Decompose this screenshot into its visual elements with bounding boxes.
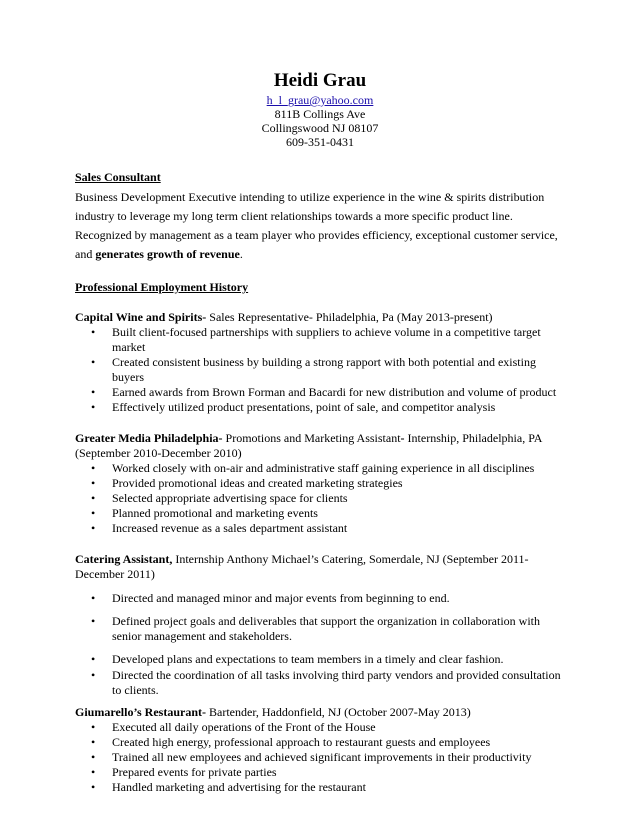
address-line-2: Collingswood NJ 08107 (261, 121, 379, 135)
list-item: • Trained all new employees and achieved significant improvements in their productivity (112, 750, 565, 765)
job-entry-2 (75, 431, 565, 536)
list-item: • Prepared events for private parties (112, 765, 565, 780)
job-entry-1 (75, 310, 565, 415)
job-company-1: Capital Wine and Spirits- (75, 310, 207, 324)
summary-text-end: . (239, 247, 243, 261)
list-item: • Earned awards from Brown Forman and Bacardi for new distribution and volume of product (112, 385, 565, 400)
job-details-2a: Promotions and Marketing Assistant (222, 431, 401, 445)
list-item: • Planned promotional and marketing events (112, 506, 565, 521)
resume-header (75, 70, 565, 149)
job-details-2b: Internship, Philadelphia, PA (September 2010-December 2010) (75, 431, 542, 460)
job-title-4 (75, 705, 565, 720)
job-title-3 (75, 552, 565, 582)
list-item: • Effectively utilized product presentations, point of sale, and competitor analysis (112, 400, 565, 415)
list-item: • Created consistent business by building a strong rapport with both potential and existing buyers (112, 355, 565, 385)
summary-text: Business Development Executive intending to utilize experience in the wine & spirits distribution industry to leverage my long term client relationships towards a more specific product line. Recognized by management as a team player who provides efficiency, exceptional customer service, and (75, 190, 558, 261)
job-bullets-3 (75, 591, 565, 698)
job-entry-4 (75, 705, 565, 795)
list-item: • Handled marketing and advertising for the restaurant (112, 780, 565, 795)
list-item: • Worked closely with on-air and administrative staff gaining experience in all disciplines (112, 461, 565, 476)
job-title-1 (75, 310, 565, 325)
job-bullets-4 (75, 720, 565, 795)
list-item: • Created high energy, professional approach to restaurant guests and employees (112, 735, 565, 750)
phone-number: 609-351-0431 (286, 135, 354, 149)
job-bullets-1 (75, 325, 565, 415)
list-item: • Developed plans and expectations to team members in a timely and clear fashion. (112, 652, 565, 667)
job-entry-3 (75, 552, 565, 698)
list-item: • Increased revenue as a sales department assistant (112, 521, 565, 536)
summary-paragraph (75, 188, 565, 264)
job-company-2: Greater Media Philadelphia- (75, 431, 223, 445)
job-company-4: Giumarello’s Restaurant- (75, 705, 206, 719)
job-dash-2: - (400, 431, 405, 445)
job-company-3: Catering Assistant, (75, 552, 173, 566)
job-title-2 (75, 431, 565, 461)
job-bullets-2 (75, 461, 565, 536)
address-line-1: 811B Collings Ave (274, 107, 366, 121)
candidate-name: Heidi Grau (273, 70, 367, 91)
job-details-4: Bartender, Haddonfield, NJ (October 2007-May 2013) (206, 705, 471, 719)
summary-bold-text: generates growth of revenue (95, 247, 240, 261)
list-item: • Executed all daily operations of the Front of the House (112, 720, 565, 735)
email-link[interactable]: h_l_grau@yahoo.com (266, 93, 374, 107)
list-item: • Directed and managed minor and major events from beginning to end. (112, 591, 565, 606)
list-item: • Built client-focused partnerships with suppliers to achieve volume in a competitive target market (112, 325, 565, 355)
job-details-3: Internship Anthony Michael’s Catering, Somerdale, NJ (September 2011-December 2011) (75, 552, 529, 581)
resume-page (75, 70, 565, 795)
list-item: • Defined project goals and deliverables that support the organization in collaboration with senior management and stakeholders. (112, 614, 565, 644)
list-item: • Provided promotional ideas and created marketing strategies (112, 476, 565, 491)
summary-heading: Sales Consultant (75, 170, 161, 184)
history-heading: Professional Employment History (75, 280, 249, 294)
list-item: • Directed the coordination of all tasks involving third party vendors and provided consultation to clients. (112, 668, 565, 698)
job-details-1: Sales Representative- Philadelphia, Pa (May 2013-present) (206, 310, 493, 324)
list-item: • Selected appropriate advertising space for clients (112, 491, 565, 506)
